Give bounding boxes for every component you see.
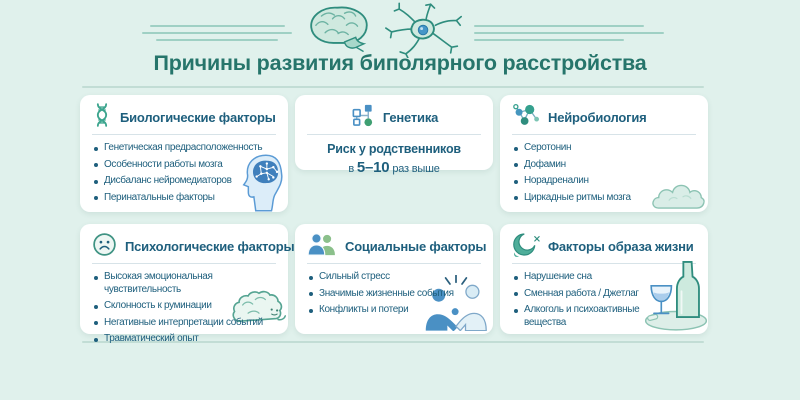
card-genetics xyxy=(295,95,493,176)
card-header xyxy=(307,105,481,135)
list-item: Значимые жизненные события xyxy=(307,288,481,301)
card-title: Факторы образа жизни xyxy=(548,239,694,254)
bullet-list xyxy=(512,271,696,329)
decor-line xyxy=(150,25,285,27)
card-header xyxy=(92,234,295,264)
bullet-list xyxy=(307,271,481,317)
list-item: Сильный стресс xyxy=(307,271,481,284)
list-item: Нарушение сна xyxy=(512,271,646,284)
list-item: Сменная работа / Джетлаг xyxy=(512,288,646,301)
moon-icon xyxy=(512,231,540,263)
card-header xyxy=(512,105,696,135)
top-divider-line xyxy=(82,86,704,88)
risk-suffix: раз выше xyxy=(392,163,440,175)
list-item: Циркадные ритмы мозга xyxy=(512,192,696,205)
risk-line2 xyxy=(307,159,481,176)
decor-line xyxy=(474,25,644,27)
decor-line xyxy=(474,39,624,41)
card-title: Биологические факторы xyxy=(120,110,276,125)
list-item: Конфликты и потери xyxy=(307,304,481,317)
sad-face-icon xyxy=(92,232,117,262)
card-title: Социальные факторы xyxy=(345,239,487,254)
dna-icon xyxy=(92,102,112,133)
list-item: Травматический опыт xyxy=(92,333,276,346)
list-item: Норадреналин xyxy=(512,175,696,188)
molecule-icon xyxy=(512,103,540,132)
card-biological-factors xyxy=(80,95,288,212)
card-title: Психологические факторы xyxy=(125,239,295,254)
card-header xyxy=(307,234,487,264)
card-psychological-factors xyxy=(80,224,295,344)
risk-prefix: в xyxy=(348,163,355,175)
list-item: Дисбаланс нейромедиаторов xyxy=(92,175,276,188)
bullet-list xyxy=(512,142,696,204)
people-icon xyxy=(307,232,337,261)
risk-line1: Риск у родственников xyxy=(327,142,461,156)
page-title: Причины развития биполярного расстройства xyxy=(153,51,647,75)
list-item: Особенности работы мозга xyxy=(92,159,276,172)
list-item: Высокая эмоциональная чувствительность xyxy=(92,271,276,296)
card-title: Нейробиология xyxy=(548,110,647,125)
decor-line xyxy=(474,32,664,34)
decor-line xyxy=(142,32,292,34)
cards-grid xyxy=(80,95,708,344)
card-header xyxy=(92,105,276,135)
bullet-list xyxy=(92,271,276,346)
list-item: Перинатальные факторы xyxy=(92,192,276,205)
pedigree-icon xyxy=(350,103,375,133)
list-item: Алкоголь и психоактивные вещества xyxy=(512,304,646,329)
list-item: Серотонин xyxy=(512,142,696,155)
list-item: Дофамин xyxy=(512,159,696,172)
list-item: Негативные интерпретации событий xyxy=(92,317,276,330)
card-title: Генетика xyxy=(382,110,439,125)
decor-line xyxy=(156,39,278,41)
card-lifestyle-factors xyxy=(500,224,708,334)
card-neurobiology xyxy=(500,95,708,212)
bullet-list xyxy=(92,142,276,204)
genetics-risk-text xyxy=(307,142,481,176)
card-social-factors xyxy=(295,224,493,334)
list-item: Генетическая предрасположенность xyxy=(92,142,276,155)
risk-value: 5–10 xyxy=(356,159,390,176)
list-item: Склонность к руминации xyxy=(92,300,276,313)
